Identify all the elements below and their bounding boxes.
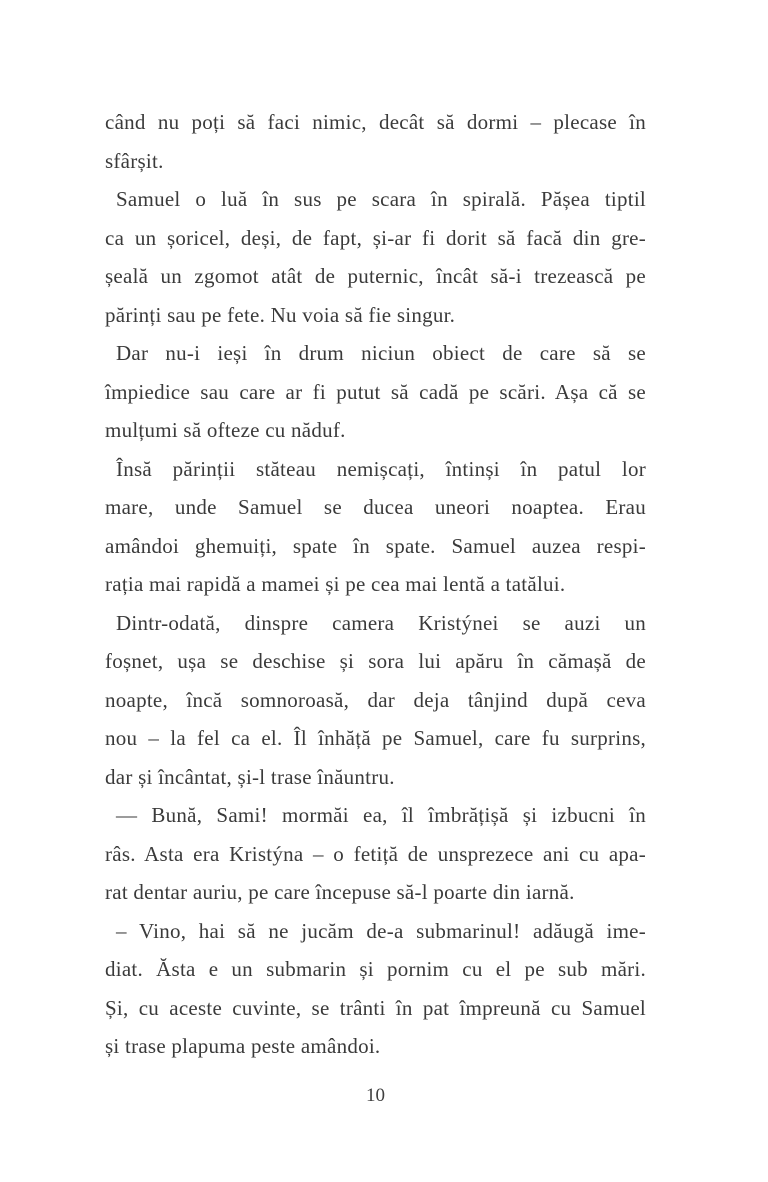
paragraph [105,796,646,912]
text-line: dar și încântat, și-l trase înăuntru. [105,764,395,789]
text-line: mulțumi să ofteze cu năduf. [105,418,346,442]
text-line: părinți sau pe fete. Nu voia să fie singur. [105,302,456,327]
text-line: — Bună, Sami! mormăi ea, îl îmbrățișă și izbucni în [116,803,646,827]
paragraph [105,450,646,604]
text-line: ca un șoricel, deși, de fapt, și-ar fi dorit să facă din gre- [105,225,646,250]
text-line: râs. Asta era Kristýna – o fetiță de unsprezece ani cu apa- [105,841,646,866]
paragraph [105,604,646,797]
text-line: rat dentar auriu, pe care începuse să-l poarte din iarnă. [105,880,575,904]
page-text [105,103,646,1066]
text-line: și trase plapuma peste amândoi. [105,1034,381,1058]
text-line: nou – la fel ca el. Îl înhăță pe Samuel, care fu surprins, [105,726,646,750]
text-line: foșnet, ușa se deschise și sora lui apăru în cămașă de [105,649,646,673]
text-line: noapte, încă somnoroasă, dar deja tânjind după ceva [105,687,646,712]
paragraph [105,180,646,334]
text-line: Însă părinții stăteau nemișcați, întinși în patul lor [116,456,646,481]
text-line: împiedice sau care ar fi putut să cadă pe scări. Așa că se [105,379,646,404]
text-line: șeală un zgomot atât de puternic, încât să-i trezească pe [105,264,646,288]
text-line: Și, cu aceste cuvinte, se trânti în pat împreună cu Samuel [105,995,646,1020]
paragraph [105,103,646,180]
text-line: sfârșit. [105,148,164,173]
paragraph [105,912,646,1066]
text-line: Dintr-odată, dinspre camera Kristýnei se auzi un [116,610,646,635]
text-line: Dar nu-i ieși în drum niciun obiect de care să se [116,341,646,365]
paragraph [105,334,646,450]
text-line: rația mai rapidă a mamei și pe cea mai lentă a tatălui. [105,572,566,596]
text-line: amândoi ghemuiți, spate în spate. Samuel auzea respi- [105,533,646,558]
text-line: – Vino, hai să ne jucăm de-a submarinul! adăugă ime- [116,918,646,943]
text-line: Samuel o luă în sus pe scara în spirală. Pășea tiptil [116,187,646,211]
page-number: 10 [366,1085,385,1106]
text-line: mare, unde Samuel se ducea uneori noaptea. Erau [105,495,646,519]
text-line: când nu poți să faci nimic, decât să dormi – plecase în [105,110,646,134]
text-line: diat. Ăsta e un submarin și pornim cu el pe sub mări. [105,957,646,981]
